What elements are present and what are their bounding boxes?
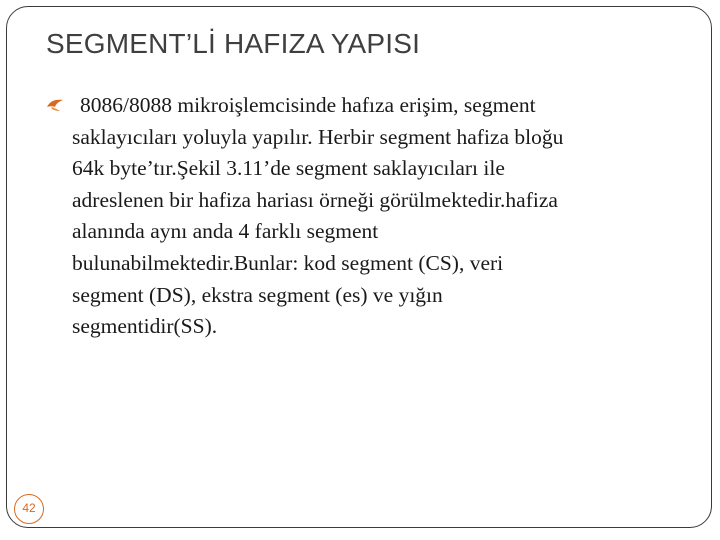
bird-bullet-icon (46, 98, 64, 112)
bullet-line: saklayıcıları yoluyla yapılır. Herbir segment hafiza bloğu (72, 124, 564, 149)
bullet-line: segment (DS), ekstra segment (es) ve yığın (72, 282, 443, 307)
page-number-badge: 42 (14, 494, 44, 524)
slide-title: SEGMENT’Lİ HAFIZA YAPISI (46, 28, 421, 59)
bullet-line: adreslenen bir hafiza hariası örneği görülmektedir.hafiza (72, 187, 558, 212)
bullet-list (42, 90, 682, 343)
bullet-line: segmentidir(SS). (72, 314, 218, 339)
bullet-item (42, 90, 682, 343)
bullet-line: bulunabilmektedir.Bunlar: kod segment (CS), veri (72, 250, 504, 275)
bullet-line: 8086/8088 mikroişlemcisinde hafıza erişim, segment (80, 93, 536, 117)
bullet-line: 64k byte’tır.Şekil 3.11’de segment saklayıcıları ile (72, 156, 505, 181)
bullet-line: alanında aynı anda 4 farklı segment (72, 219, 379, 244)
